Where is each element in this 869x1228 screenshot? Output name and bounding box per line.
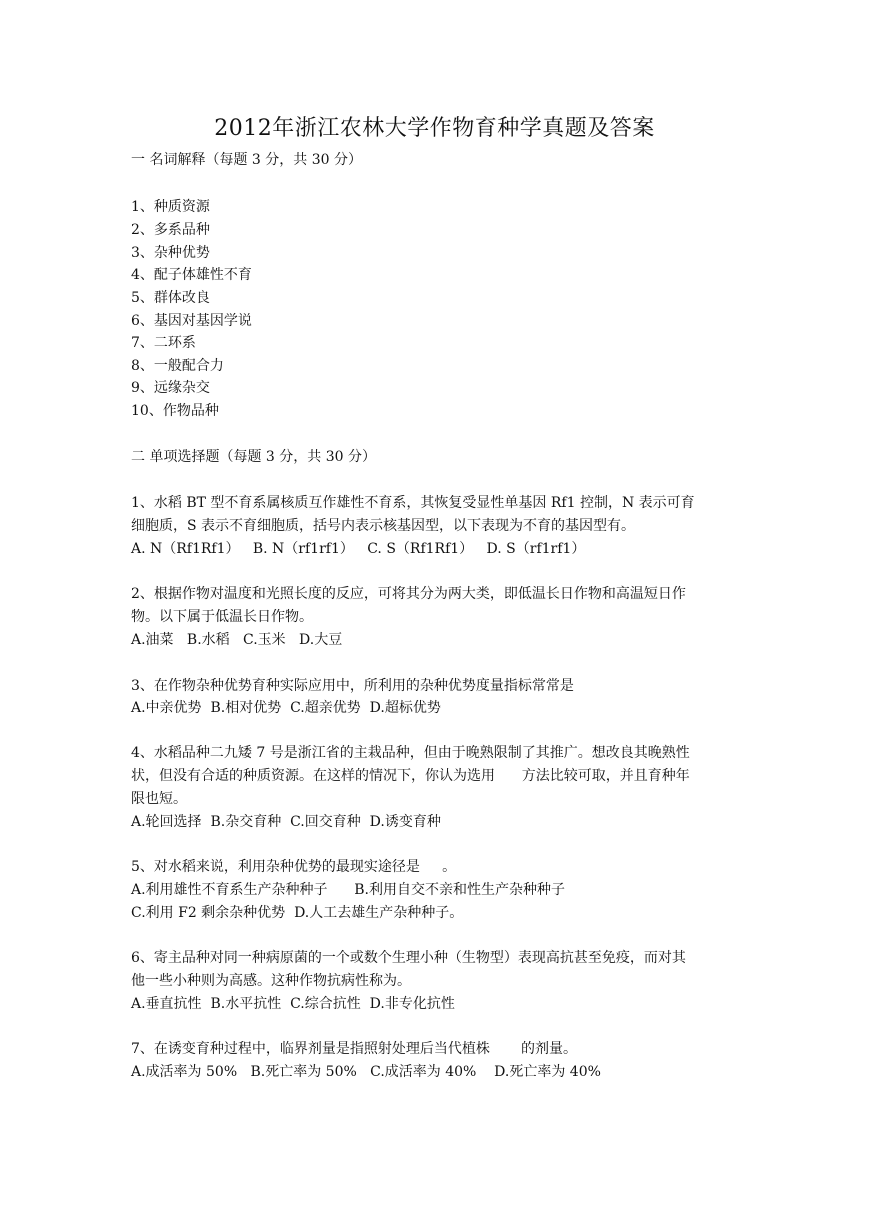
question-options: A. N（Rf1Rf1） B. N（rf1rf1） C. S（Rf1Rf1） D. S（rf1rf1） (131, 541, 586, 557)
term-item: 2、多系品种 (131, 222, 210, 238)
question-text: 1、水稻 BT 型不育系属核质互作雄性不育系，其恢复受显性单基因 Rf1 控制，N 表示可育 (131, 495, 695, 511)
term-item: 8、一般配合力 (131, 358, 224, 374)
question-text: 6、寄主品种对同一种病原菌的一个或数个生理小种（生物型）表现高抗甚至免疫，而对其 (131, 950, 686, 966)
term-item: 3、杂种优势 (131, 245, 210, 261)
question-text: 7、在诱变育种过程中，临界剂量是指照射处理后当代植株 的剂量。 (131, 1041, 578, 1057)
question-text: 细胞质，S 表示不育细胞质，括号内表示核基因型，以下表现为不育的基因型有。 (131, 518, 636, 534)
term-item: 4、配子体雄性不育 (131, 267, 252, 283)
question-options: A.垂直抗性 B.水平抗性 C.综合抗性 D.非专化抗性 (131, 996, 455, 1012)
question-text: 2、根据作物对温度和光照长度的反应，可将其分为两大类，即低温长日作物和高温短日作 (131, 586, 686, 602)
document-title: 2012年浙江农林大学作物育种学真题及答案 (214, 116, 655, 141)
term-item: 7、二环系 (131, 335, 196, 351)
term-item: 6、基因对基因学说 (131, 313, 252, 329)
question-text: 物。以下属于低温长日作物。 (131, 609, 313, 625)
question-text: 4、水稻品种二九矮 7 号是浙江省的主栽品种，但由于晚熟限制了其推广。想改良其晚熟性 (131, 745, 690, 761)
question-options: A.利用雄性不育系生产杂种种子 B.利用自交不亲和性生产杂种种子 (131, 882, 565, 898)
question-text: 3、在作物杂种优势育种实际应用中，所利用的杂种优势度量指标常常是 (131, 678, 574, 694)
question-options: C.利用 F2 剩余杂种优势 D.人工去雄生产杂种种子。 (131, 905, 464, 921)
term-item: 1、种质资源 (131, 199, 210, 215)
term-item: 10、作物品种 (131, 403, 219, 419)
question-text: 状，但没有合适的种质资源。在这样的情况下，你认为选用 方法比较可取，并且育种年 (131, 768, 690, 784)
term-item: 5、群体改良 (131, 290, 210, 306)
question-text: 5、对水稻来说，利用杂种优势的最现实途径是 。 (131, 859, 457, 875)
question-options: A.中亲优势 B.相对优势 C.超亲优势 D.超标优势 (131, 700, 441, 716)
section-heading: 二 单项选择题（每题 3 分，共 30 分） (131, 449, 376, 465)
section-heading: 一 名词解释（每题 3 分，共 30 分） (131, 152, 362, 168)
question-options: A.油菜 B.水稻 C.玉米 D.大豆 (131, 632, 343, 648)
question-options: A.成活率为 50% B.死亡率为 50% C.成活率为 40% D.死亡率为 40% (131, 1064, 601, 1080)
question-text: 他一些小种则为高感。这种作物抗病性称为。 (131, 973, 411, 989)
question-options: A.轮回选择 B.杂交育种 C.回交育种 D.诱变育种 (131, 814, 441, 830)
question-text: 限也短。 (131, 791, 187, 807)
term-item: 9、远缘杂交 (131, 380, 210, 396)
